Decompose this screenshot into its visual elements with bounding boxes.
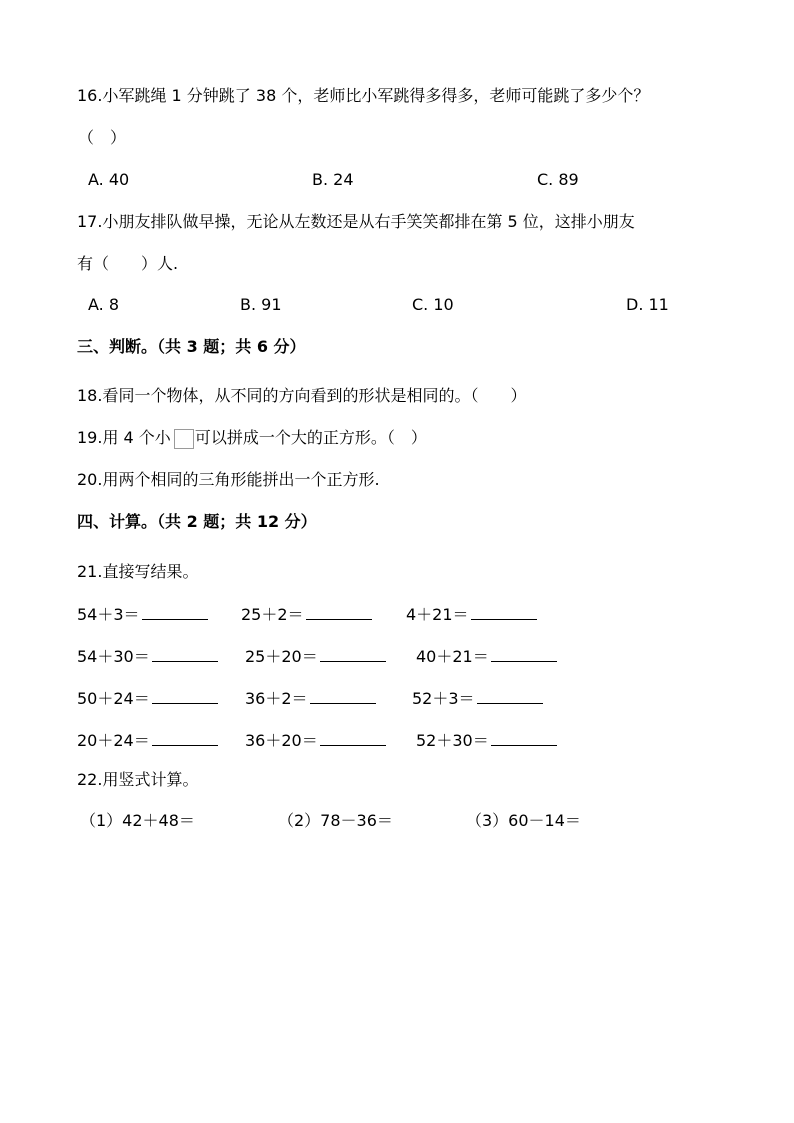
q22-item-1: （1）42＋48＝	[80, 811, 195, 830]
q21-item: 4＋21＝	[406, 603, 537, 625]
q16-answer-paren: （ ）	[78, 128, 127, 147]
q21-item: 20＋24＝	[77, 729, 218, 751]
answer-blank[interactable]	[320, 645, 386, 662]
answer-blank[interactable]	[152, 687, 218, 704]
q21-item: 52＋30＝	[416, 729, 557, 751]
q16-text-line1: 16.小军跳绳 1 分钟跳了 38 个，老师比小军跳得多得多，老师可能跳了多少个？	[77, 86, 650, 105]
q17-option-b: B. 91	[240, 295, 282, 314]
answer-blank[interactable]	[320, 729, 386, 746]
q19-text	[77, 428, 427, 449]
q21-item: 36＋2＝	[245, 687, 376, 709]
answer-blank[interactable]	[142, 603, 208, 620]
q21-item: 50＋24＝	[77, 687, 218, 709]
q17-option-d: D. 11	[626, 295, 669, 314]
section4-title: 四、计算。（共 2 题；共 12 分）	[77, 512, 317, 531]
q21-item: 25＋2＝	[241, 603, 372, 625]
answer-blank[interactable]	[471, 603, 537, 620]
q21-item: 54＋30＝	[77, 645, 218, 667]
q21-item: 36＋20＝	[245, 729, 386, 751]
answer-blank[interactable]	[306, 603, 372, 620]
answer-blank[interactable]	[491, 645, 557, 662]
q18-text: 18.看同一个物体，从不同的方向看到的形状是相同的。（ ）	[77, 386, 527, 405]
answer-blank[interactable]	[491, 729, 557, 746]
q17-option-c: C. 10	[412, 295, 454, 314]
q20-text: 20.用两个相同的三角形能拼出一个正方形.	[77, 470, 380, 489]
section3-title: 三、判断。（共 3 题；共 6 分）	[77, 337, 306, 356]
q16-option-c: C. 89	[537, 170, 579, 189]
answer-blank[interactable]	[152, 645, 218, 662]
q21-item: 40＋21＝	[416, 645, 557, 667]
q21-item: 54＋3＝	[77, 603, 208, 625]
small-square-icon	[174, 429, 194, 449]
answer-blank[interactable]	[310, 687, 376, 704]
q22-item-3: （3）60－14＝	[466, 811, 581, 830]
q17-text-line2: 有（ ）人.	[77, 254, 179, 273]
q19-text-after: 可以拼成一个大的正方形。（ ）	[194, 428, 427, 447]
q17-text-line1: 17.小朋友排队做早操，无论从左数还是从右手笑笑都排在第 5 位，这排小朋友	[77, 212, 635, 231]
q19-text-before: 19.用 4 个小	[77, 428, 171, 447]
q16-option-a: A. 40	[88, 170, 130, 189]
q21-item: 25＋20＝	[245, 645, 386, 667]
q21-item: 52＋3＝	[412, 687, 543, 709]
q17-option-a: A. 8	[88, 295, 120, 314]
answer-blank[interactable]	[152, 729, 218, 746]
q21-title: 21.直接写结果。	[77, 562, 199, 581]
q16-option-b: B. 24	[312, 170, 354, 189]
answer-blank[interactable]	[477, 687, 543, 704]
q22-title: 22.用竖式计算。	[77, 770, 199, 789]
q22-item-2: （2）78－36＝	[278, 811, 393, 830]
